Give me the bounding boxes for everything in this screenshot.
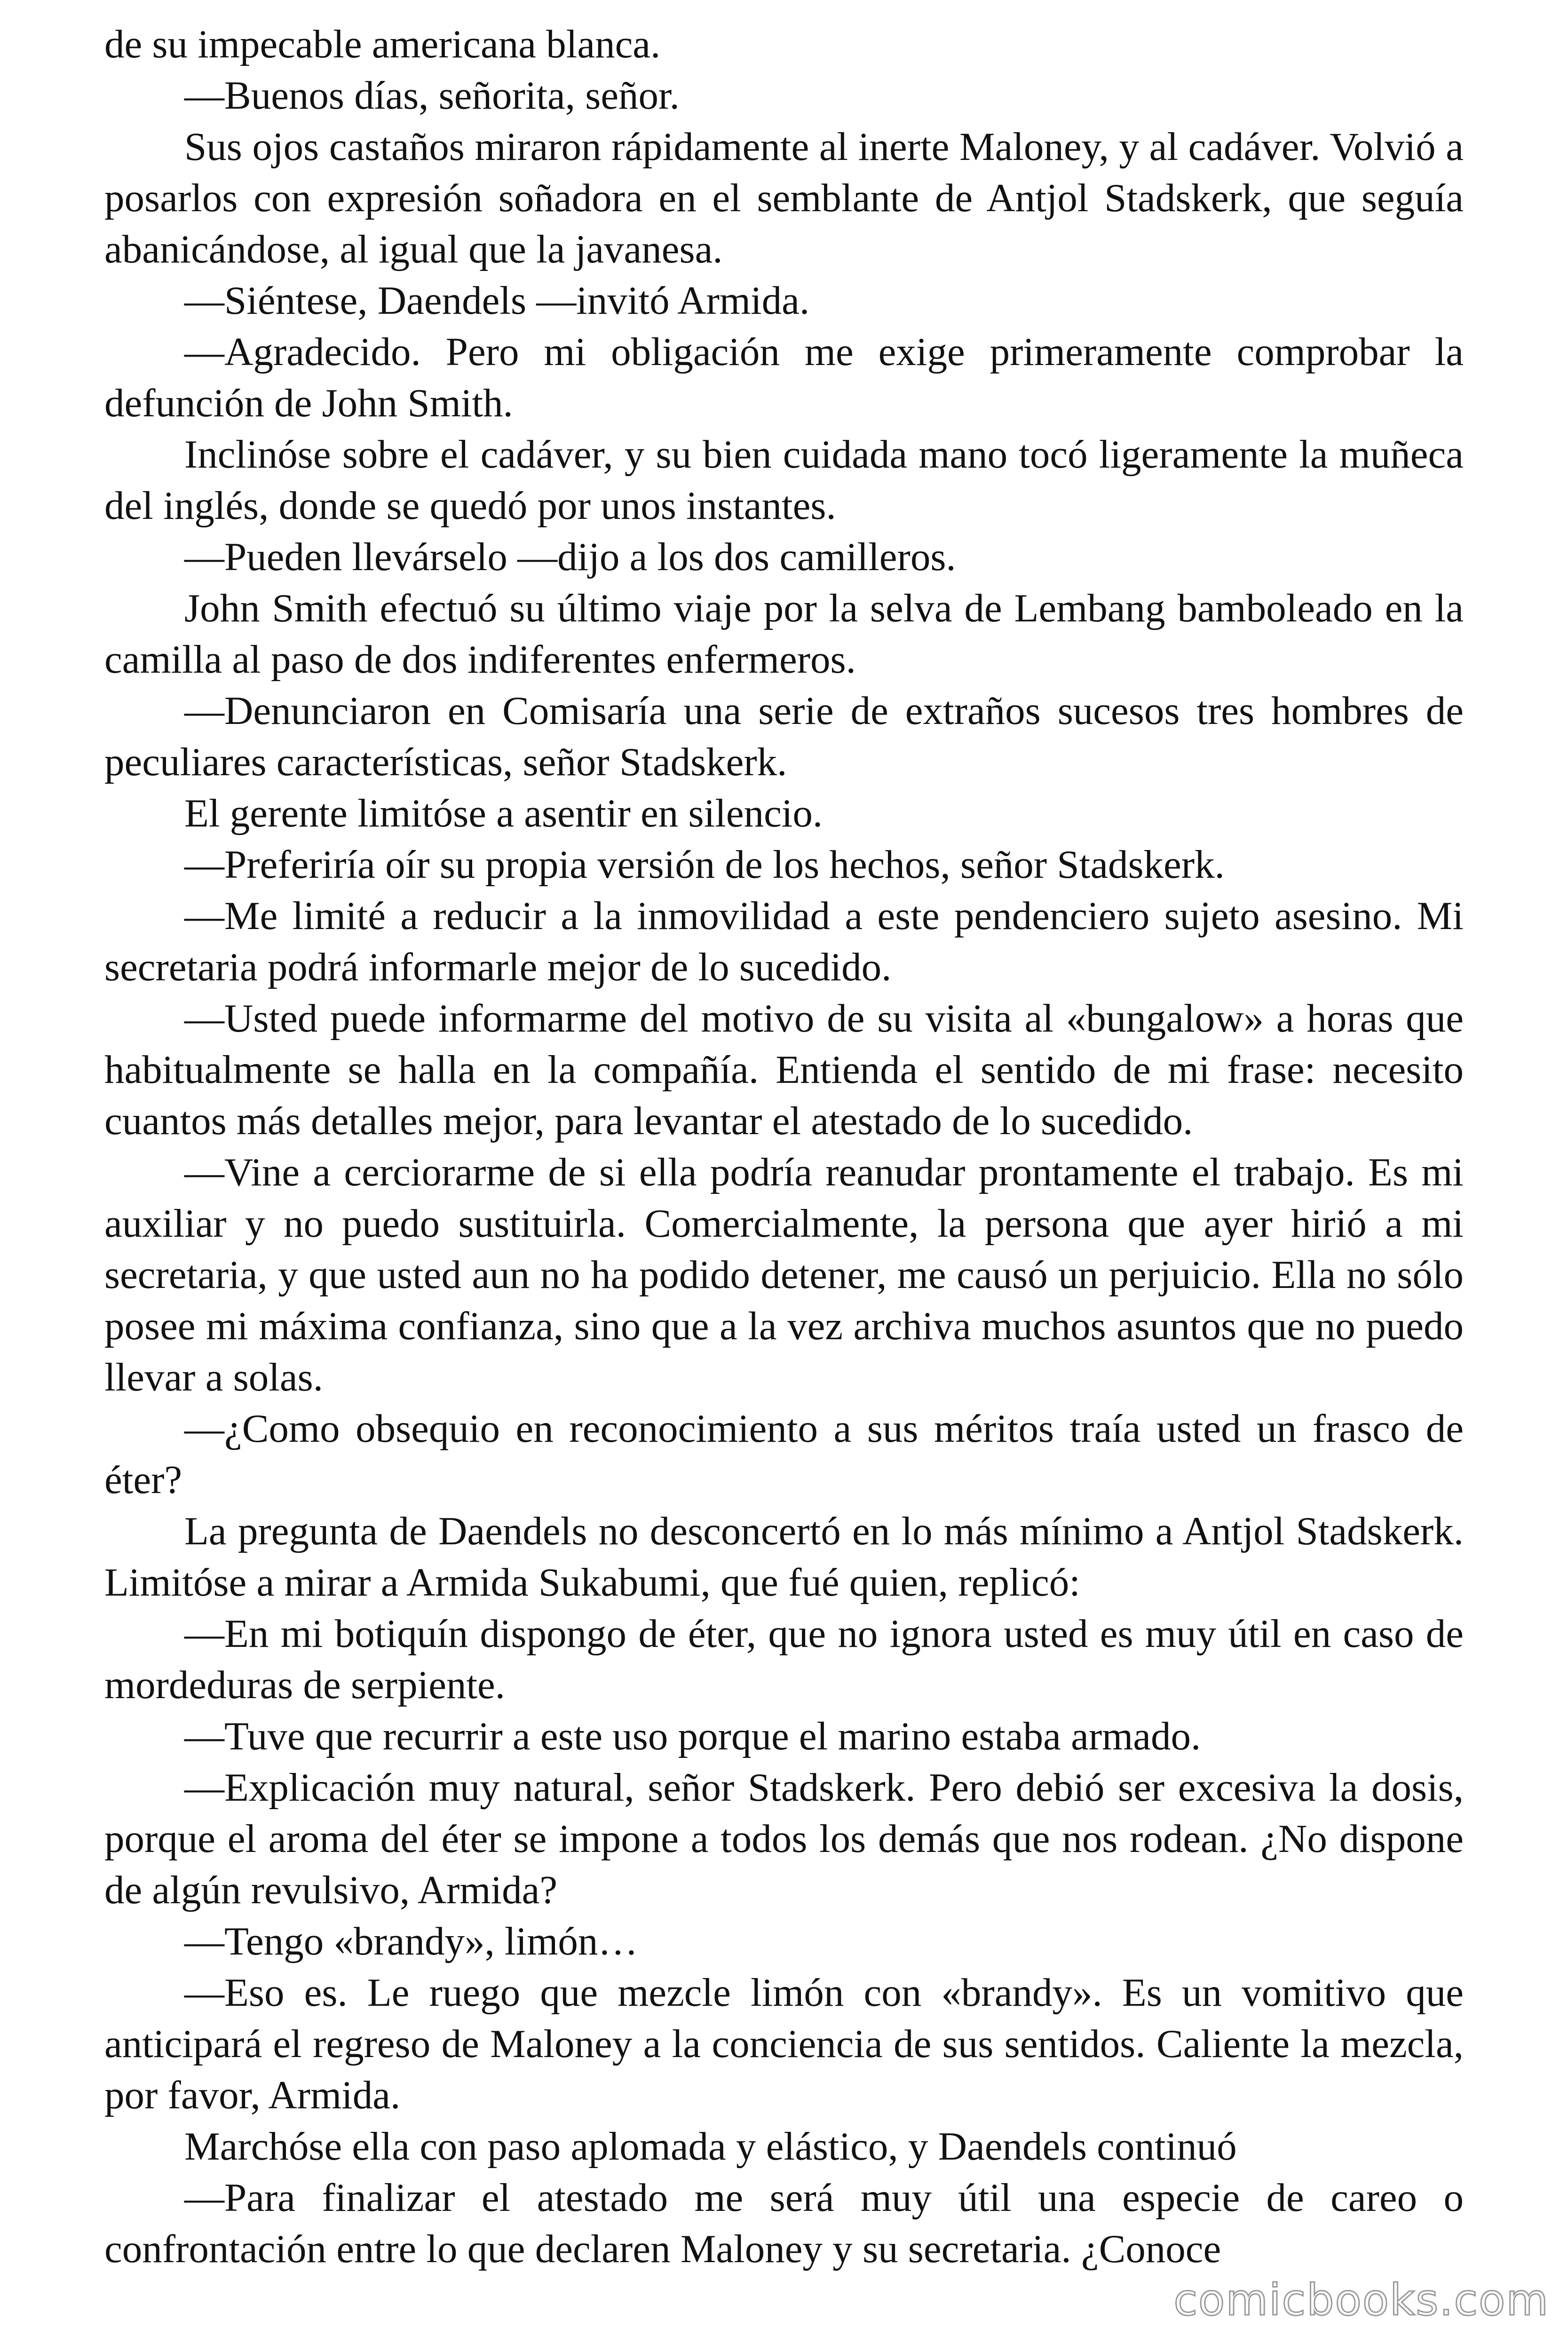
paragraph: —Vine a cerciorarme de si ella podría reanudar prontamente el trabajo. Es mi auxiliar y no puedo sustituirla. Comercialmente, la persona que ayer hirió a mi secretaria, y que usted aun no ha podido detener, me causó un perjuicio. Ella no sólo posee mi máxima confianza, sino que a la vez archiva muchos asuntos que no puedo llevar a solas. (104, 1150, 1464, 1399)
paragraph: —Usted puede informarme del motivo de su visita al «bungalow» a horas que habitualmente se halla en la compañía. Entienda el sentido de mi frase: necesito cuantos más detalles mejor, para levantar el atestado de lo sucedido. (104, 996, 1464, 1143)
paragraph: El gerente limitóse a asentir en silencio. (184, 791, 823, 835)
paragraph: —Denunciaron en Comisaría una serie de extraños sucesos tres hombres de peculiares características, señor Stadskerk. (104, 689, 1464, 784)
paragraph: —Para finalizar el atestado me será muy útil una especie de careo o confrontación entre lo que declaren Maloney y su secretaria. ¿Conoce (104, 2176, 1464, 2271)
watermark: comicbooks.com (1173, 2275, 1549, 2325)
paragraph-continuation: de su impecable americana blanca. (104, 22, 661, 66)
paragraph: —Preferiría oír su propia versión de los hechos, señor Stadskerk. (184, 842, 1225, 887)
paragraph: —Eso es. Le ruego que mezcle limón con «brandy». Es un vomitivo que anticipará el regreso de Maloney a la conciencia de sus sentidos. Caliente la mezcla, por favor, Armida. (104, 1971, 1464, 2117)
paragraph: —Explicación muy natural, señor Stadskerk. Pero debió ser excesiva la dosis, porque el aroma del éter se impone a todos los demás que nos rodean. ¿No dispone de algún revulsivo, Armida? (104, 1765, 1464, 1912)
paragraph: La pregunta de Daendels no desconcertó en lo más mínimo a Antjol Stadskerk. Limitóse a mirar a Armida Sukabumi, que fué quien, replicó: (104, 1509, 1464, 1605)
paragraph: Marchóse ella con paso aplomada y elástico, y Daendels continuó (184, 2124, 1237, 2169)
paragraph: —Buenos días, señorita, señor. (184, 73, 680, 118)
paragraph: —Pueden llevárselo —dijo a los dos camilleros. (184, 535, 956, 579)
paragraph: —Siéntese, Daendels —invitó Armida. (184, 278, 810, 323)
paragraph: —Me limité a reducir a la inmovilidad a este pendenciero sujeto asesino. Mi secretaria podrá informarle mejor de lo sucedido. (104, 894, 1464, 989)
paragraph: —Agradecido. Pero mi obligación me exige primeramente comprobar la defunción de John Smith. (104, 330, 1464, 425)
paragraph: —¿Como obsequio en reconocimiento a sus méritos traía usted un frasco de éter? (104, 1406, 1464, 1502)
page-text (104, 19, 1464, 2275)
paragraph: Sus ojos castaños miraron rápidamente al inerte Maloney, y al cadáver. Volvió a posarlos con expresión soñadora en el semblante de Antjol Stadskerk, que seguía abanicándose, al igual que la javanesa. (104, 125, 1464, 271)
paragraph: —Tuve que recurrir a este uso porque el marino estaba armado. (184, 1714, 1201, 1758)
paragraph: John Smith efectuó su último viaje por la selva de Lembang bamboleado en la camilla al paso de dos indiferentes enfermeros. (104, 586, 1464, 682)
paragraph: —Tengo «brandy», limón… (184, 1919, 638, 1963)
paragraph: Inclinóse sobre el cadáver, y su bien cuidada mano tocó ligeramente la muñeca del inglés, donde se quedó por unos instantes. (104, 432, 1464, 528)
paragraph: —En mi botiquín dispongo de éter, que no ignora usted es muy útil en caso de mordeduras de serpiente. (104, 1612, 1464, 1707)
